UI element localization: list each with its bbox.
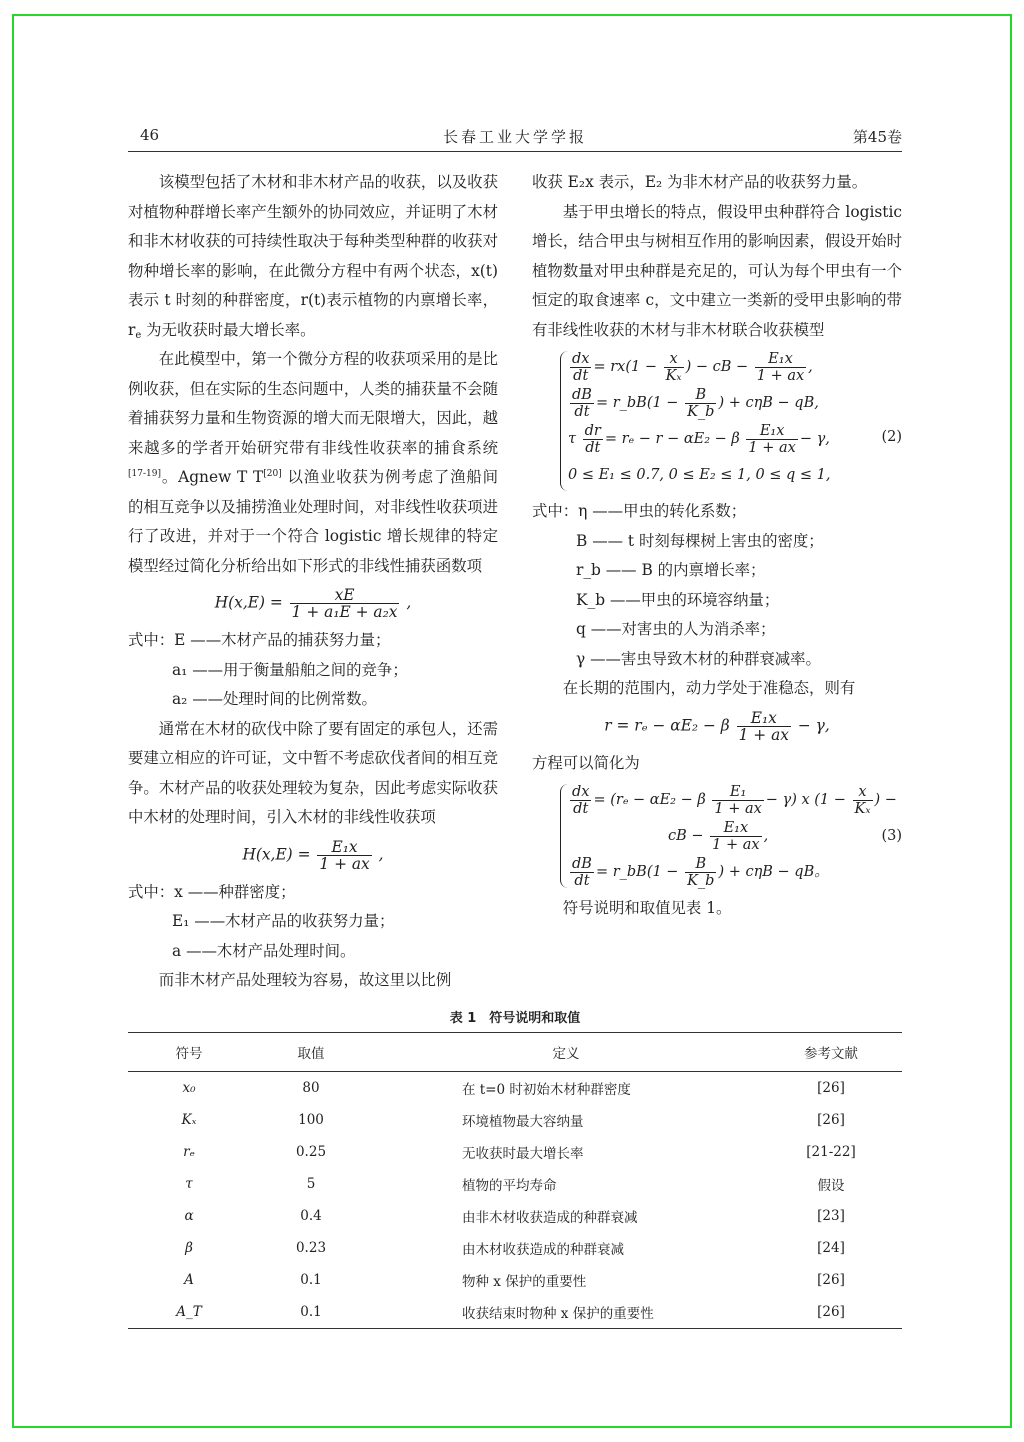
equation: r = rₑ − αE₂ − β $\frac{\text{E₁x}}{1 + ax}$ − γ, — [604, 708, 830, 744]
reference-cell: [26] — [760, 1296, 902, 1329]
symbol-table — [128, 1032, 902, 1329]
right-column — [532, 168, 902, 924]
symbol-cell: A_T — [128, 1296, 250, 1329]
symbol-cell: x₀ — [182, 1080, 196, 1096]
reference-cell: [23] — [817, 1208, 845, 1224]
equation-number: (2) — [881, 429, 902, 445]
table-caption: 表 1 符号说明和取值 — [449, 1011, 581, 1026]
equation: H(x,E) = $\frac{\text{E₁x}}{1 + ax}$ , — [242, 837, 384, 873]
definition: K_b ——甲虫的环境容纳量； — [576, 590, 780, 609]
equation: H(x,E) = $\frac{xE}{\text{1 + a₁E + a₂x}}$ , — [214, 586, 412, 621]
definition: 式中：η ——甲虫的转化系数； — [532, 502, 747, 520]
symbol-cell: β — [185, 1240, 193, 1256]
paragraph: 而非木材产品处理较为容易，故这里以比例 — [158, 971, 452, 989]
symbol-cell: τ — [185, 1176, 193, 1192]
reference-cell: [26] — [817, 1112, 845, 1128]
table-row — [128, 1232, 902, 1264]
definition: a₁ ——用于衡量船舶之间的竞争； — [172, 660, 408, 679]
definition: B —— t 时刻每棵树上害虫的密度； — [576, 531, 824, 550]
table-row — [128, 1136, 902, 1168]
paragraph: 该模型包括了木材和非木材产品的收获，以及收获对植物种群增长率产生额外的协同效应，并证明了木材和非木材收获的可持续性取决于每种类型种群的收获对物种增长率的影响，在此微分方程中有两个状态，x(t)表示 t 时刻的种群密度，r(t)表示植物的内禀增长率，$r_e$ 为无收获时最大增长率。 — [128, 173, 498, 341]
value-cell: 0.1 — [300, 1272, 322, 1288]
symbol-cell: α — [184, 1208, 194, 1224]
definition-cell: 环境植物最大容纳量 — [462, 1114, 584, 1130]
symbol-cell: Kₓ — [181, 1112, 197, 1128]
definition: a ——木材产品处理时间。 — [172, 941, 356, 960]
definition-cell: 植物的平均寿命 — [462, 1178, 557, 1194]
reference-cell: [26] — [817, 1272, 845, 1288]
left-brace — [560, 351, 571, 491]
reference-cell: [21-22] — [806, 1144, 856, 1160]
citation: [20] — [263, 469, 282, 479]
citation: [17-19] — [128, 469, 161, 479]
journal-title: 长春工业大学学报 — [442, 128, 587, 146]
paragraph: 收获 E₂x 表示，E₂ 为非木材产品的收获努力量。 — [532, 173, 868, 191]
paragraph: 在此模型中，第一个微分方程的收获项采用的是比例收获，但在实际的生态问题中，人类的捕获量不会随着捕获努力量和生物资源的增大而无限增大，因此，越来越多的学者开始研究带有非线性收获率的捕食系统[17-19]。Agnew T T[20] 以渔业收获为例考虑了渔船间的相互竞争以及捕捞渔业处理时间，对非线性收获项进行了改进，并对于一个符合 logistic 增长规律的特定模型经过简化分析给出如下形式的非线性捕获函数项 — [128, 350, 498, 575]
paragraph: 通常在木材的砍伐中除了要有固定的承包人，还需要建立相应的许可证，文中暂不考虑砍伐者间的相互竞争。木材产品的收获处理较为复杂，因此考虑实际收获中木材的处理时间，引入木材的非线性收获项 — [128, 719, 498, 826]
left-brace — [560, 784, 571, 888]
value-cell: 0.25 — [295, 1144, 327, 1160]
reference-cell: [24] — [817, 1240, 845, 1256]
definition-cell: 无收获时最大增长率 — [462, 1146, 584, 1162]
header-rule — [128, 151, 902, 152]
definition-cell: 收获结束时物种 x 保护的重要性 — [372, 1296, 760, 1329]
col-header: 参考文献 — [760, 1033, 902, 1072]
definition-cell: 在 t=0 时初始木材种群密度 — [462, 1082, 631, 1098]
definition: q ——对害虫的人为消杀率； — [576, 620, 776, 638]
equation-number: (3) — [881, 828, 902, 844]
definition: 式中：E ——木材产品的捕获努力量； — [128, 631, 391, 649]
col-header: 符号 — [128, 1033, 250, 1072]
running-header — [128, 122, 902, 148]
reference-cell: [26] — [817, 1080, 845, 1096]
reference-cell: 假设 — [817, 1178, 845, 1194]
paragraph: 方程可以简化为 — [532, 753, 640, 772]
definition-cell: 由木材收获造成的种群衰减 — [462, 1242, 624, 1258]
equation-system-2: $\frac{dx}{dt}$ = rx(1 − $\frac{x}{\text{Kₓ}}$ ) − cB − $\frac{\text{E₁x}}{1 + ax}$ , $\frac{dB}{dt}$ = r_bB(1 − $\frac{B}{K\_b}$ ) + cηB − qB, (2) τ $\frac{dr}{dt}$ = rₑ − r − αE₂ − β $\frac{\text{E₁x}}{1 + ax}$ − γ, 0 ≤ E₁ ≤ 0.7, 0 ≤ E₂ ≤ 1, 0 ≤ q ≤ 1, — [532, 349, 902, 493]
value-cell: 5 — [306, 1176, 316, 1192]
col-header: 定义 — [372, 1033, 760, 1072]
col-header: 取值 — [250, 1033, 372, 1072]
value-cell: 100 — [298, 1112, 324, 1128]
definition: γ ——害虫导致木材的种群衰减率。 — [576, 649, 821, 668]
definition-cell: 由非木材收获造成的种群衰减 — [462, 1210, 638, 1226]
left-column — [128, 168, 498, 996]
definition: a₂ ——处理时间的比例常数。 — [172, 690, 377, 708]
definition-cell: 物种 x 保护的重要性 — [462, 1274, 587, 1290]
table-row — [128, 1104, 902, 1136]
table-row — [128, 1296, 902, 1329]
table-row — [128, 1200, 902, 1232]
value-cell: 0.23 — [295, 1240, 327, 1256]
page-number: 46 — [140, 126, 160, 144]
table-row — [128, 1168, 902, 1200]
definition: 式中：x ——种群密度； — [128, 882, 296, 901]
symbol-cell: A — [184, 1272, 194, 1288]
definition: r_b —— B 的内禀增长率； — [576, 561, 766, 579]
value-cell: 0.1 — [250, 1296, 372, 1329]
value-cell: 0.4 — [300, 1208, 322, 1224]
table-header-row — [128, 1033, 902, 1072]
symbol-cell: rₑ — [183, 1144, 195, 1160]
paragraph: 基于甲虫增长的特点，假设甲虫种群符合 logistic增长，结合甲虫与树相互作用的影响因素，假设开始时植物数量对甲虫种群是充足的，可认为每个甲虫有一个恒定的取食速率 c，文中建立一类新的受甲虫影响的带有非线性收获的木材与非木材联合收获模型 — [532, 202, 902, 339]
definition: E₁ ——木材产品的收获努力量； — [172, 912, 395, 930]
value-cell: 80 — [302, 1080, 320, 1096]
table-row — [128, 1072, 902, 1105]
paragraph: 符号说明和取值见表 1。 — [562, 899, 732, 917]
table-row — [128, 1264, 902, 1296]
equation-system-3: $\frac{dx}{dt}$ = (rₑ − αE₂ − β $\frac{\text{E₁}}{1 + ax}$ − γ) x (1 − $\frac{x}{\text{Kₓ}}$ ) − cB − $\frac{\text{E₁x}}{1 + ax}$ , (3) $\frac{dB}{dt}$ = r_bB(1 − $\frac{B}{K\_b}$ ) + cηB − qB。 — [532, 782, 902, 890]
volume-label: 第45卷 — [852, 128, 902, 146]
paragraph: 在长期的范围内，动力学处于准稳态，则有 — [562, 679, 856, 697]
